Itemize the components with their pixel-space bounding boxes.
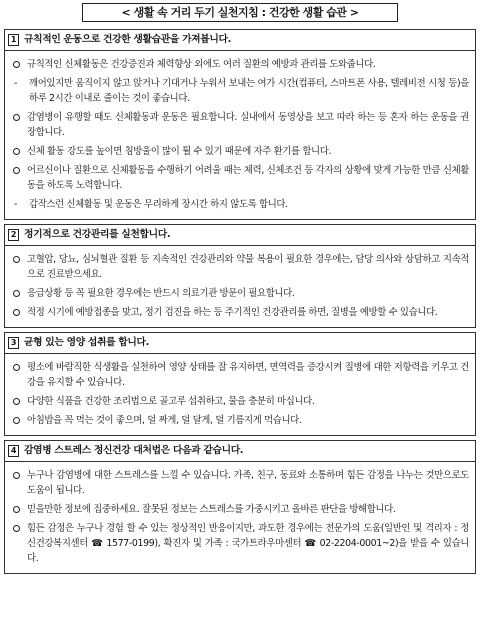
list-item-text: 고혈압, 당뇨, 심뇌혈관 질환 등 지속적인 건강관리와 약물 복용이 필요한 경우에는, 담당 의사와 상담하고 지속적으로 진료받으세요. xyxy=(27,254,469,280)
dash-bullet-icon: - xyxy=(14,78,18,89)
list-item-text: 규칙적인 신체활동은 건강증진과 체력향상 외에도 여러 질환의 예방과 관리를 도와줍니다. xyxy=(27,59,376,70)
sub-item-text: 깨어있지만 움직이지 않고 앉거나 기대거나 누워서 보내는 여가 시간(컴퓨터, 스마트폰 사용, 텔레비전 시청 등)을 하루 2시간 이내로 줄이는 것이 좋습니다. xyxy=(29,78,469,104)
section-heading-text: 규칙적인 운동으로 건강한 생활습관을 가져봅니다. xyxy=(24,34,232,45)
list-item xyxy=(11,468,469,498)
list-item-text: 힘든 감정은 누구나 경험 할 수 있는 정상적인 반응이지만, 과도한 경우에는 전문가의 도움(일반인 및 격리자 : 정신건강복지센터 ☎ 1577-0199), 확진자 및 가족 : 국가트라우마센터 ☎ 02-2204-0001~2)을 받을 수 있습니다. xyxy=(27,523,469,564)
circle-bullet-icon xyxy=(13,506,20,513)
sub-item-text: 갑작스런 신체활동 및 운동은 무리하게 장시간 하지 않도록 합니다. xyxy=(29,199,288,210)
section-body xyxy=(5,246,475,327)
list-item xyxy=(11,110,469,140)
list-item-text: 평소에 바람직한 식생활을 실천하여 영양 상태를 잘 유지하면, 면역력을 증강시켜 질병에 대한 저항력을 키우고 건강을 유지할 수 있습니다. xyxy=(27,362,469,388)
page-title: < 생활 속 거리 두기 실천지침 : 건강한 생활 습관 > xyxy=(82,3,398,22)
guideline-page xyxy=(4,0,476,574)
circle-bullet-icon xyxy=(13,417,20,424)
list-item xyxy=(11,394,469,409)
section-heading-text: 균형 있는 영양 섭취를 합니다. xyxy=(24,337,149,348)
list-item xyxy=(11,413,469,428)
section-heading xyxy=(5,333,475,354)
section-number-box: 4 xyxy=(8,445,19,457)
section-heading-text: 정기적으로 건강관리를 실천합니다. xyxy=(24,229,171,240)
section-number-box: 1 xyxy=(8,34,19,46)
list-item-text: 적정 시기에 예방접종을 맞고, 정기 검진을 하는 등 주기적인 건강관리를 하면, 질병을 예방할 수 있습니다. xyxy=(27,307,438,318)
section-mental-health xyxy=(4,440,476,574)
circle-bullet-icon xyxy=(13,61,20,68)
section-heading xyxy=(5,225,475,246)
section-heading xyxy=(5,441,475,462)
list-item-text: 감염병이 유행할 때도 신체활동과 운동은 필요합니다. 실내에서 동영상을 보고 따라 하는 등 혼자 하는 운동을 권장합니다. xyxy=(27,112,469,138)
circle-bullet-icon xyxy=(13,525,20,532)
list-item xyxy=(11,252,469,282)
list-item xyxy=(11,144,469,159)
circle-bullet-icon xyxy=(13,472,20,479)
list-item xyxy=(11,163,469,193)
section-number-box: 2 xyxy=(8,229,19,241)
list-item-text: 아침밥을 꼭 먹는 것이 좋으며, 덜 짜게, 덜 달게, 덜 기름지게 먹습니다. xyxy=(27,415,302,426)
list-item xyxy=(11,286,469,301)
section-number-box: 3 xyxy=(8,337,19,349)
circle-bullet-icon xyxy=(13,148,20,155)
section-heading xyxy=(5,30,475,51)
circle-bullet-icon xyxy=(13,309,20,316)
circle-bullet-icon xyxy=(13,167,20,174)
list-item xyxy=(11,502,469,517)
list-item-text: 다양한 식품을 건강한 조리법으로 골고루 섭취하고, 물을 충분히 마십니다. xyxy=(27,396,315,407)
section-body xyxy=(5,354,475,435)
list-item-text: 어르신이나 질환으로 신체활동을 수행하기 어려울 때는 체력, 신체조건 등 각자의 상황에 맞게 가능한 만큼 신체활동을 하도록 노력합니다. xyxy=(27,165,469,191)
sub-item xyxy=(11,76,469,106)
circle-bullet-icon xyxy=(13,114,20,121)
section-heading-text: 감염병 스트레스 정신건강 대처법은 다음과 같습니다. xyxy=(24,445,244,456)
list-item-text: 누구나 감염병에 대한 스트레스를 느낄 수 있습니다. 가족, 친구, 동료와 소통하며 힘든 감정을 나누는 것만으로도 도움이 됩니다. xyxy=(27,470,469,496)
section-body xyxy=(5,462,475,573)
section-body xyxy=(5,51,475,219)
list-item-text: 믿을만한 정보에 집중하세요. 잘못된 정보는 스트레스를 가중시키고 올바른 판단을 방해합니다. xyxy=(27,504,396,515)
list-item xyxy=(11,360,469,390)
circle-bullet-icon xyxy=(13,398,20,405)
list-item-text: 신체 활동 강도를 높이면 침방울이 많이 튈 수 있기 때문에 자주 환기를 합니다. xyxy=(27,146,332,157)
dash-bullet-icon: - xyxy=(14,199,18,210)
section-nutrition xyxy=(4,332,476,436)
list-item-text: 응급상황 등 꼭 필요한 경우에는 반드시 의료기관 방문이 필요합니다. xyxy=(27,288,295,299)
section-health-management xyxy=(4,224,476,328)
list-item xyxy=(11,521,469,566)
list-item xyxy=(11,57,469,72)
sub-item xyxy=(11,197,469,212)
section-exercise xyxy=(4,29,476,220)
list-item xyxy=(11,305,469,320)
circle-bullet-icon xyxy=(13,290,20,297)
circle-bullet-icon xyxy=(13,256,20,263)
circle-bullet-icon xyxy=(13,364,20,371)
